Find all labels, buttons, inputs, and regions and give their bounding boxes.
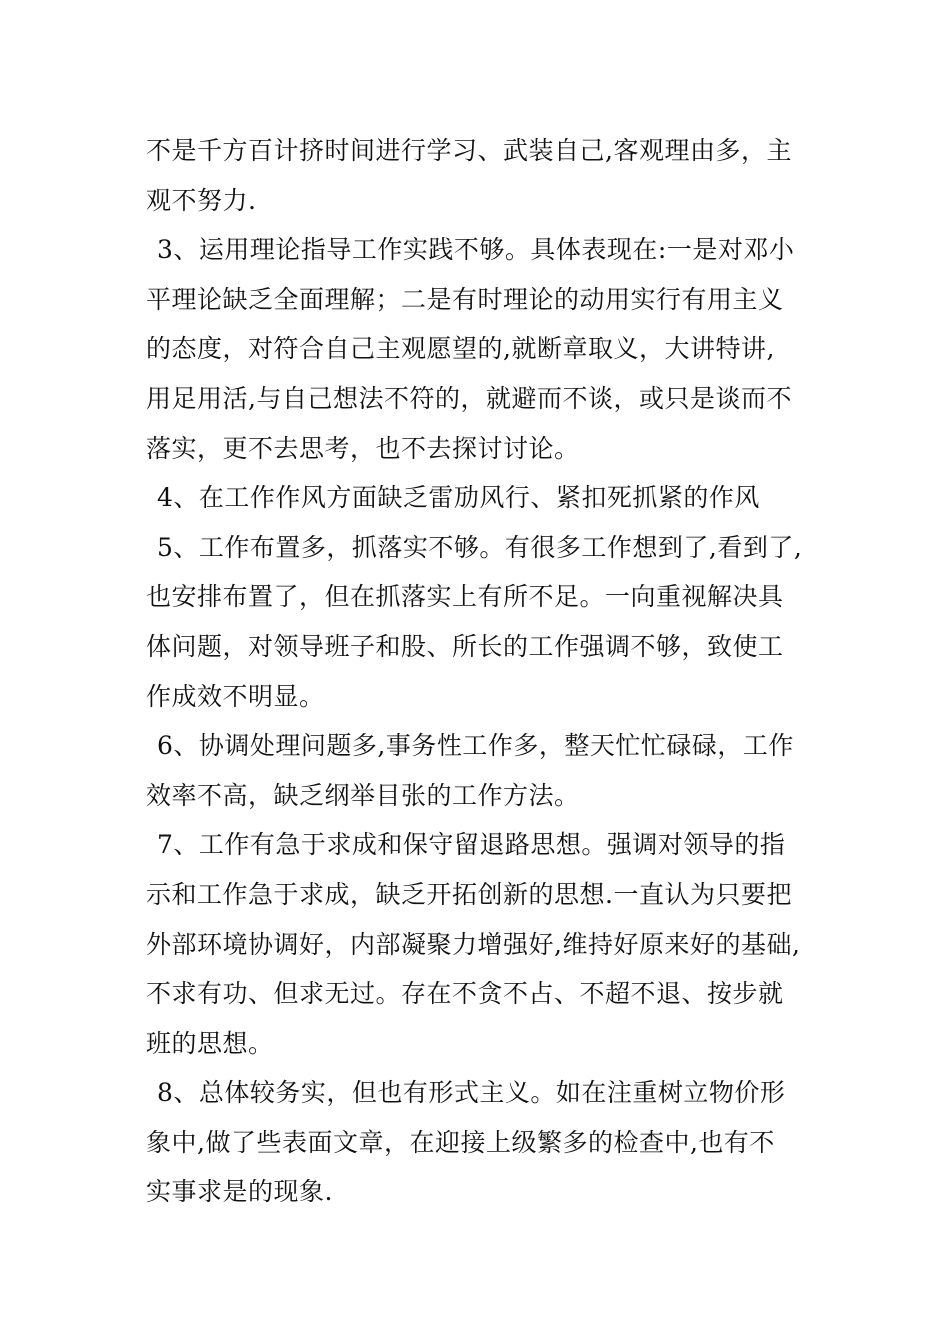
paragraph-continuation [146, 126, 816, 225]
paragraph-item-7 [146, 820, 816, 1068]
document-body [146, 126, 816, 1217]
text-line: 用足用活,与自己想法不符的，就避而不谈，或只是谈而不 [146, 383, 792, 413]
paragraph-item-8 [146, 1068, 816, 1217]
text-line: 外部环境协调好，内部凝聚力增强好,维持好原来好的基础, [146, 929, 801, 959]
text-line: 的态度，对符合自己主观愿望的,就断章取义，大讲特讲, [146, 334, 775, 364]
paragraph-item-6 [146, 721, 816, 820]
text-line: 也安排布置了，但在抓落实上有所不足。一向重视解决具 [146, 582, 784, 612]
paragraph-item-4 [146, 473, 816, 523]
text-line: 实事求是的现象. [146, 1177, 333, 1207]
text-line: 效率不高，缺乏纲举目张的工作方法。 [146, 780, 580, 810]
text-line: 平理论缺乏全面理解；二是有时理论的动用实行有用主义 [146, 284, 784, 314]
text-line: 5、工作布置多，抓落实不够。有很多工作想到了,看到了, [157, 532, 803, 562]
text-line: 4、在工作作风方面缺乏雷劢风行、紧扣死抓紧的作风 [157, 483, 760, 513]
text-line: 不是千方百计挤时间进行学习、武装自己,客观理由多，主 [146, 136, 792, 165]
text-line: 象中,做了些表面文章，在迎接上级繁多的检查中,也有不 [146, 1127, 775, 1157]
text-line: 示和工作急于求成，缺乏开拓创新的思想.一直认为只要把 [146, 879, 792, 909]
text-line: 不求有功、但求无过。存在不贪不占、不超不退、按步就 [146, 979, 784, 1009]
text-line: 7、工作有急于求成和保守留退路思想。强调对领导的指 [157, 830, 786, 860]
paragraph-item-5 [146, 523, 816, 721]
text-line: 3、运用理论指导工作实践不够。具体表现在:一是对邓小 [157, 235, 795, 265]
text-line: 班的思想。 [146, 1028, 274, 1058]
text-line: 体问题，对领导班子和股、所长的工作强调不够，致使工 [146, 631, 784, 661]
text-line: 6、协调处理问题多,事务性工作多，整天忙忙碌碌，工作 [157, 731, 794, 761]
text-line: 作成效不明显。 [146, 681, 325, 711]
text-line: 8、总体较务实，但也有形式主义。如在注重树立物价形 [157, 1078, 786, 1108]
text-line: 落实，更不去思考，也不去探讨讨论。 [146, 433, 580, 463]
text-line: 观不努力. [146, 185, 257, 215]
paragraph-item-3 [146, 225, 816, 473]
